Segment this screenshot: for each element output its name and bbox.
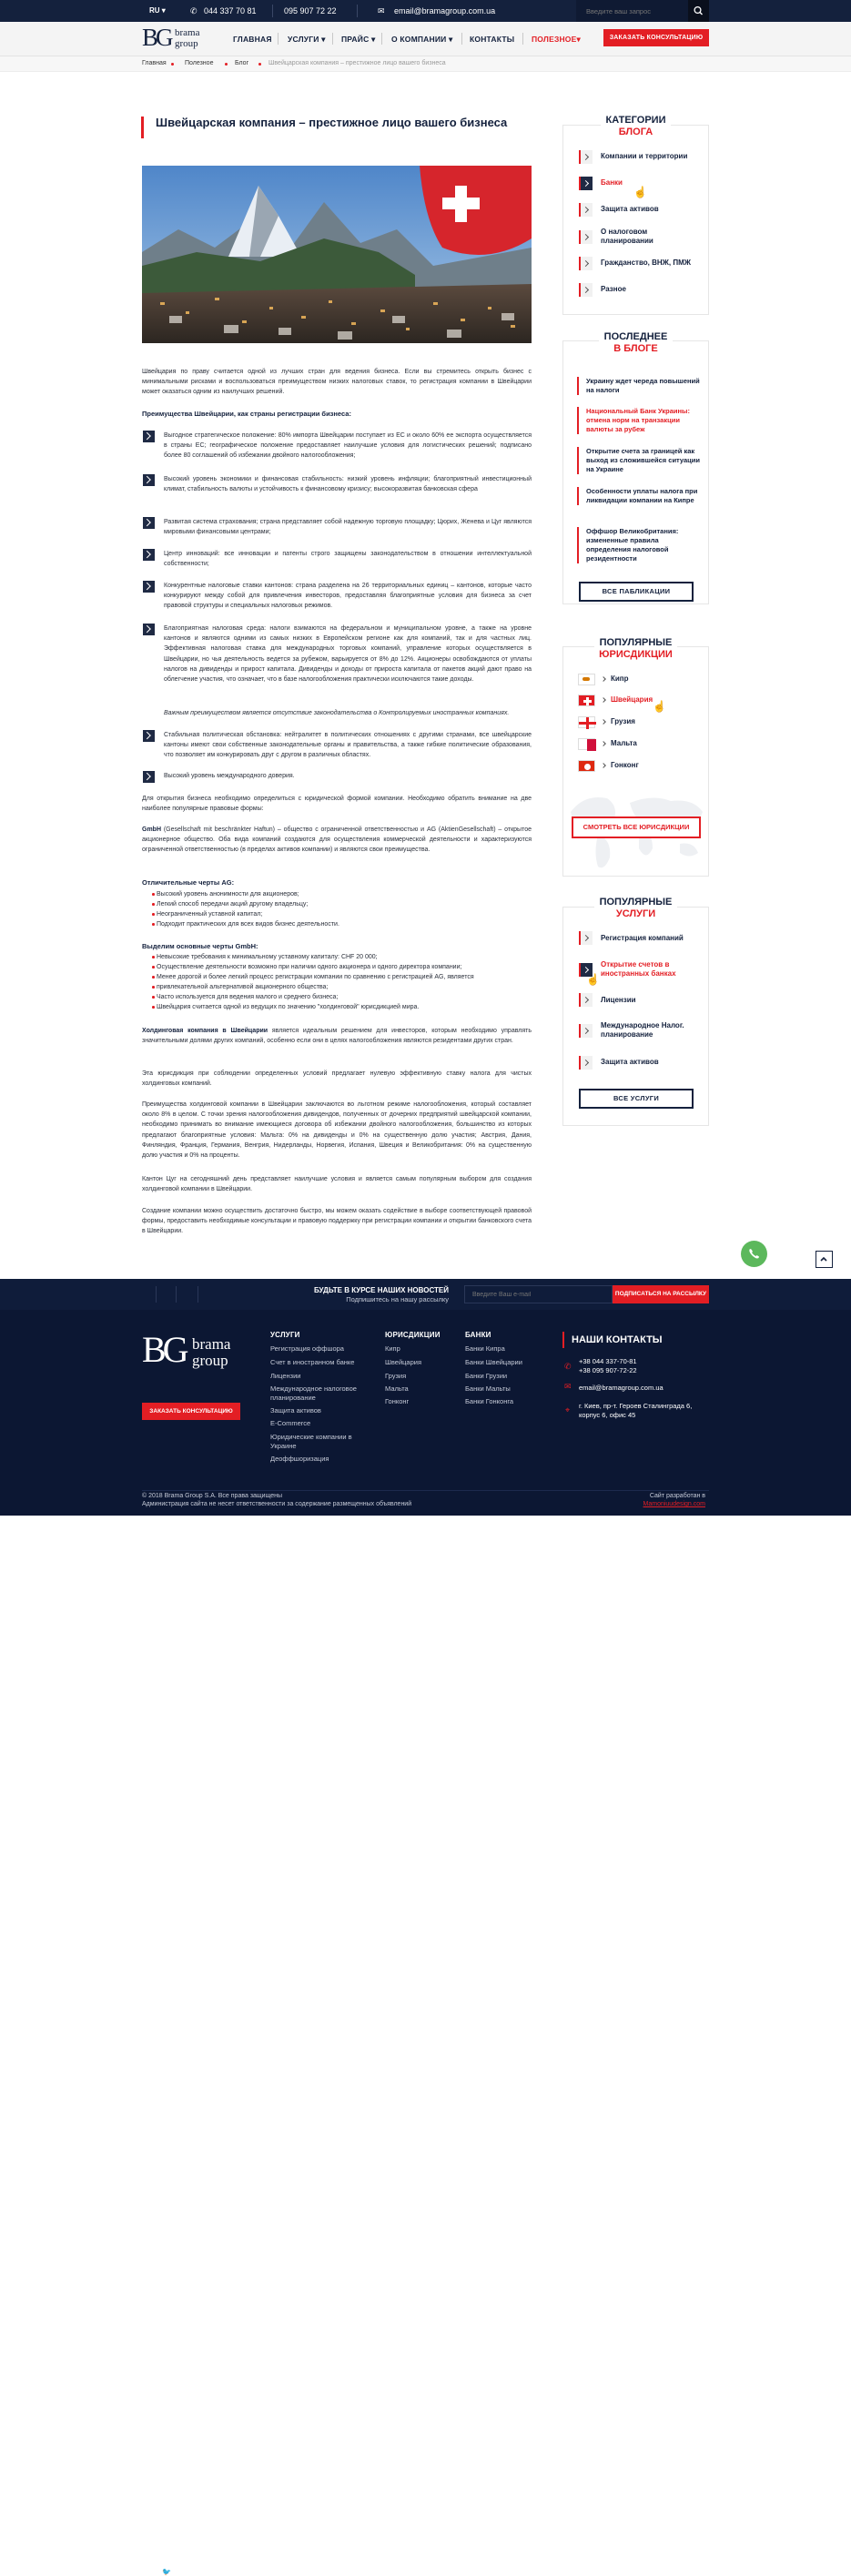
cursor-hand-icon: ☝ <box>633 186 647 198</box>
twitter-icon[interactable]: 🐦 <box>162 2568 171 2576</box>
paragraph-4: Кантон Цуг на сегодняшний день представляет наилучшие условия и является самым популярным выбором для создания холдинговой компании в Швейцарии. <box>142 1176 532 1193</box>
phone-icon: ✆ <box>564 1362 572 1371</box>
footer-link[interactable]: Деоффшоризация <box>270 1455 329 1463</box>
service-item[interactable]: Защита активов <box>601 1058 659 1066</box>
footer-link[interactable]: Банки Кипра <box>465 1344 505 1353</box>
service-item-active[interactable]: Открытие счетов в иностранных банках <box>601 960 676 978</box>
nav-services[interactable]: УСЛУГИ ▾ <box>288 35 326 44</box>
chevron-up-icon <box>816 1252 831 1266</box>
blog-post-link[interactable]: Открытие счета за границей как выход из сложившейся ситуации на Украине <box>577 447 701 474</box>
footer-link[interactable]: Счет в иностранном банке <box>270 1358 355 1366</box>
footer-email[interactable]: email@bramagroup.com.ua <box>579 1384 664 1392</box>
paragraph-2: Эта юрисдикция при соблюдении определенных условий предлагает нулевую эффективную ставку налога для чистых холдинговых компаний. <box>142 1070 532 1088</box>
consultation-button[interactable]: ЗАКАЗАТЬ КОНСУЛЬТАЦИЮ <box>603 29 709 46</box>
footer <box>0 1310 851 1516</box>
subscribe-title: БУДЬТЕ В КУРСЕ НАШИХ НОВОСТЕЙ <box>314 1286 449 1294</box>
legal-form-paragraph: Для открытия бизнеса необходимо определиться с юридической формой компании. Необходимо обратить внимание на две наиболее популярные правовые формы: <box>142 796 532 813</box>
footer-consultation-button[interactable]: ЗАКАЗАТЬ КОНСУЛЬТАЦИЮ <box>142 1403 240 1420</box>
advantage-1: Выгодное стратегическое положение: 80% импорта Швейцарии поступает из ЕС и около 60% ее экспорта осуществляется в страны ЕС; географическое положение предоставляет наилучшие условия для логистических решений; подписано более 80 соглашений об избежании двойного налогообложения; <box>164 432 532 460</box>
search-box <box>576 0 688 22</box>
jurisdiction-hongkong[interactable]: Гонконг <box>611 761 639 769</box>
bullet-arrow-icon <box>143 474 155 486</box>
footer-link[interactable]: Юридические компании в Украине <box>270 1433 352 1450</box>
advantage-8: Высокий уровень международного доверия. <box>164 773 295 779</box>
all-jurisdictions-button[interactable]: СМОТРЕТЬ ВСЕ ЮРИСДИКЦИИ <box>572 816 701 838</box>
chevron-right-icon <box>579 1056 593 1070</box>
call-button[interactable] <box>741 1241 767 1267</box>
main-header <box>0 22 851 56</box>
breadcrumb-blog[interactable]: Блог <box>235 60 249 66</box>
malta-flag-icon <box>578 738 595 750</box>
service-item[interactable]: Лицензии <box>601 996 636 1004</box>
ag-heading: Отличительные черты AG: <box>142 878 235 887</box>
advantages-heading: Преимущества Швейцарии, как страны регистрации бизнеса: <box>142 410 351 418</box>
cursor-hand-icon: ☝ <box>653 700 666 713</box>
chevron-right-icon <box>579 1024 593 1038</box>
phone-icon: ✆ <box>190 6 198 15</box>
telegram-icon[interactable]: ➤ <box>183 2568 189 2576</box>
footer-link[interactable]: Мальта <box>385 1384 409 1393</box>
blog-post-link-active[interactable]: Национальный Банк Украины: отмена норм на транзакции валюты за рубеж <box>577 407 701 434</box>
youtube-icon[interactable]: ▶ <box>204 2568 210 2576</box>
paragraph-3: Преимущества холдинговой компании в Швейцарии заключаются во льготном режиме налогообложения, который составляет около 8% в целом. С точки зрения налогообложения дивидендов, полученных от дочерних предприятий швейцарской компании, необходимо принимать во внимание имеющиеся договора об избежании двойного налогообложения, большинство из которых предлагают благоприятные условия: Мальта: 0% на дивиденды и 0% на существенную долю участия; Австрия, Дания, Финляндия, Франция, Германия, Венгрия, Нидерланды, Норвегия, Испания, Швеция и Великобритания: 0% на существенную долю участия и 0% на проценты. <box>142 1101 532 1160</box>
service-item[interactable]: Регистрация компаний <box>601 934 684 942</box>
breadcrumb-current: Швейцарская компания – престижное лицо вашего бизнеса <box>268 60 446 66</box>
all-publications-button[interactable]: ВСЕ ПАБЛИКАЦИИ <box>579 582 694 602</box>
email-link[interactable]: email@bramagroup.com.ua <box>394 6 496 15</box>
logo-mark: BG <box>142 24 171 51</box>
jurisdiction-malta[interactable]: Мальта <box>611 739 637 747</box>
footer-address-1: г. Киев, пр-т. Героев Сталинграда 6, <box>579 1402 693 1410</box>
category-item-active[interactable]: Банки <box>601 178 623 187</box>
switzerland-flag-icon <box>578 695 595 706</box>
search-input[interactable] <box>576 0 688 22</box>
breadcrumb-home[interactable]: Главная <box>142 60 167 66</box>
advantage-4: Центр инноваций: все инновации и патенты строго защищены законодательством в отношении интеллектуальной собственности; <box>164 551 532 568</box>
nav-price[interactable]: ПРАЙС ▾ <box>341 35 376 44</box>
category-item[interactable]: Защита активов <box>601 205 659 213</box>
chevron-right-icon <box>579 203 593 217</box>
breadcrumb-useful[interactable]: Полезное <box>185 60 214 66</box>
category-item[interactable]: О налоговом планировании <box>601 228 653 245</box>
categories-title: КАТЕГОРИИ БЛОГА <box>562 115 709 138</box>
jurisdiction-georgia[interactable]: Грузия <box>611 717 635 725</box>
gmbh-paragraph: GmbH (Gesellschaft mit beschränkter Haftun) – общество с ограниченной ответственностью и AG (AktienGesellschaft) – открытое акционерное общество. Оба вида компаний создаются для осуществления коммерческой деятельности и характеризуются ограниченной ответственностью (в пределах активов компании) и являются свои преимущества. <box>142 827 532 854</box>
chevron-right-icon <box>579 283 593 297</box>
footer-logo[interactable] <box>142 1329 242 1375</box>
logo[interactable] <box>142 25 215 53</box>
developer-label: Сайт разработан в <box>649 1493 705 1499</box>
bullet-arrow-icon <box>143 549 155 561</box>
list-item: Невысокие требования к минимальному уставному капиталу: CHF 20 000; <box>157 952 378 962</box>
blog-post-link[interactable]: Особенности уплаты налога при ликвидации компании на Кипре <box>577 487 701 505</box>
footer-link[interactable]: Банки Гонконга <box>465 1397 514 1405</box>
list-item: Часто используется для ведения малого и среднего бизнеса; <box>157 992 338 1002</box>
footer-link[interactable]: Международное налоговое планирование <box>270 1384 357 1402</box>
footer-jurisdictions-title: ЮРИСДИКЦИИ <box>385 1331 441 1339</box>
advantage-2: Высокий уровень экономики и финансовая стабильность: низкий уровень инфляции; благоприятный инвестиционный климат, стабильность валюты и устойчивость к финансовому кризису; высокоразвитая банковская сфера <box>164 476 532 493</box>
cursor-hand-icon: ☝ <box>586 973 600 986</box>
footer-banks-title: БАНКИ <box>465 1331 491 1339</box>
bullet-arrow-icon <box>143 771 155 783</box>
chevron-right-icon <box>579 177 593 190</box>
nav-useful[interactable]: ПОЛЕЗНОЕ▾ <box>532 35 581 44</box>
jurisdiction-cyprus[interactable]: Кипр <box>611 674 629 683</box>
copyright: © 2018 Brama Group S.A. Все права защищены <box>142 1493 283 1499</box>
footer-link[interactable]: Банки Швейцарии <box>465 1358 522 1366</box>
footer-link[interactable]: Лицензии <box>270 1372 301 1380</box>
category-item[interactable]: Гражданство, ВНЖ, ПМЖ <box>601 259 691 267</box>
intro-paragraph: Швейцария по праву считается одной из лучших стран для ведения бизнеса. Если вы стремитесь открыть бизнес с минимальными рисками и воспользоваться преимуществом низких налоговых ставок, то регистрация компании в Швейцарии может оказаться одним из наилучших решений. <box>142 369 532 396</box>
footer-link[interactable]: E-Commerce <box>270 1419 311 1427</box>
scroll-top-button[interactable] <box>816 1251 833 1268</box>
footer-phone-1[interactable]: +38 044 337-70-81 <box>579 1357 637 1365</box>
paragraph-5: Создание компании можно осуществить достаточно быстро, мы можем оказать содействие в выборе соответствующей правовой формы, предоставить необходимые консультации и правовую поддержку при регистрации компании и открытии банковского счета в Швейцарии. <box>142 1208 532 1235</box>
footer-link[interactable]: Швейцария <box>385 1358 422 1366</box>
advantage-6: Благоприятная налоговая среда: налоги взимаются на федеральном и муниципальном уровне, а также на уровне кантонов и являются одними из самых низких в Европейском регионе как для компаний, так и для частных лиц. Эффективная налоговая ставка для международных торговых компаний, управление которых осуществляется в Швейцарии, но чья деятельность ведется за рубежом, варьируется от 8% до 12%. Акционеры освобождаются от уплаты налогов на дивиденды и прирост капитала. Дивиденды и доходы от прироста капитала от пакетов акций дают право на облегчение участия, что означает, что в базе налогообложения практически исключаются такие доходы. <box>164 625 532 684</box>
georgia-flag-icon <box>578 716 595 728</box>
list-item: Подходит практических для всех видов бизнес деятельности. <box>157 919 339 929</box>
subscribe-button[interactable]: ПОДПИСАТЬСЯ НА РАССЫЛКУ <box>613 1285 709 1303</box>
footer-link[interactable]: Банки Грузии <box>465 1372 508 1380</box>
search-icon <box>688 0 709 22</box>
footer-address-2: корпус 6, офис 45 <box>579 1411 636 1419</box>
list-item: Менее дорогой и более легкий процесс регистрации компании по сравнению с регистрацией AG, является <box>157 972 474 982</box>
list-item: Швейцария считается одной из ведущих по значению "холдинговой" юрисдикцией мира. <box>157 1002 419 1012</box>
all-services-button[interactable]: ВСЕ УСЛУГИ <box>579 1089 694 1109</box>
list-item: Высокий уровень анонимности для акционеров; <box>157 889 299 899</box>
bullet-arrow-icon <box>143 624 155 635</box>
footer-link[interactable]: Гонконг <box>385 1397 410 1405</box>
category-item[interactable]: Разное <box>601 285 626 293</box>
cyprus-flag-icon <box>578 674 595 685</box>
bullet-arrow-icon <box>143 431 155 442</box>
footer-contacts-title: НАШИ КОНТАКТЫ <box>572 1334 663 1345</box>
mail-icon: ✉ <box>378 6 385 15</box>
title-accent <box>141 117 144 138</box>
list-item: Осуществление деятельности возможно при наличии одного акционера и одного директора компании; <box>157 962 461 972</box>
logo-text-1: brama <box>192 1335 231 1353</box>
footer-link[interactable]: Грузия <box>385 1372 407 1380</box>
list-item: Легкий способ передачи акций другому владельцу; <box>157 899 308 909</box>
page-title: Швейцарская компания – престижное лицо вашего бизнеса <box>156 116 508 129</box>
disclaimer: Администрация сайта не несет ответственности за содержание размещенных объявлений <box>142 1501 412 1507</box>
service-item[interactable]: Международное Налог. планирование <box>601 1021 684 1039</box>
footer-phone-2[interactable]: +38 095 907-72-22 <box>579 1366 637 1374</box>
advantage-7: Стабильная политическая обстановка: нейтралитет в политических отношениях с другими странами, все швейцарские кантоны имеют свои собственные законодательные органы и правительства, а также гибкие политические образования, что позволяет им конкурировать друг с другом в различных областях. <box>164 732 532 759</box>
subscribe-subtitle: Подпишитесь на нашу рассылку <box>346 1295 449 1303</box>
chevron-right-icon <box>579 931 593 945</box>
jurisdictions-title: ПОПУЛЯРНЫЕ ЮРИСДИКЦИИ <box>562 637 709 661</box>
blog-post-link[interactable]: Украину ждет череда повышений на налоги <box>577 377 701 395</box>
phone-icon <box>741 1241 767 1267</box>
location-pin-icon: ⌖ <box>565 1405 571 1415</box>
top-bar <box>0 0 851 22</box>
italic-note: Важным преимуществом является отсутствие законодательства о Контролируемых иностранных компаниях. <box>164 710 510 716</box>
footer-link[interactable]: Банки Мальты <box>465 1384 511 1393</box>
footer-services-title: УСЛУГИ <box>270 1331 300 1339</box>
language-selector[interactable]: RU ▾ <box>149 6 166 15</box>
nav-home[interactable]: ГЛАВНАЯ <box>233 35 272 44</box>
article-image <box>142 166 532 343</box>
search-button[interactable] <box>688 0 709 22</box>
logo-text-2: group <box>175 38 198 49</box>
breadcrumb <box>0 56 851 72</box>
nav-about[interactable]: О КОМПАНИИ ▾ <box>391 35 453 44</box>
hong-kong-flag-icon <box>578 760 595 772</box>
nav-contacts[interactable]: КОНТАКТЫ <box>470 35 515 44</box>
blog-post-link[interactable]: Оффшор Великобритания: измененные правила определения налоговой резидентности <box>577 527 701 563</box>
advantage-5: Конкурентные налоговые ставки кантонов: страна разделена на 26 территориальных единиц – кантонов, которые часто конкурируют между собой для привлечения инвесторов, предоставляя благоприятные условия для бизнеса за счет правовой структуры и специальных налоговых режимов. <box>164 583 532 610</box>
facebook-icon[interactable]: f <box>142 2568 145 2576</box>
logo-text-1: brama <box>175 27 200 38</box>
footer-link[interactable]: Защита активов <box>270 1406 321 1415</box>
logo-mark: BG <box>142 1329 186 1370</box>
chevron-right-icon <box>579 257 593 270</box>
holding-paragraph: Холдинговая компания в Швейцарии является идеальным решением для инвесторов, которым необходимо управлять значительными долями других компаний, особенно если они в целях налогообложения являются резидентами других стран. <box>142 1028 532 1045</box>
bullet-arrow-icon <box>143 517 155 529</box>
subscribe-email-input[interactable] <box>464 1285 613 1303</box>
chevron-right-icon <box>579 230 593 244</box>
bullet-arrow-icon <box>143 730 155 742</box>
list-item: Неограниченный уставной капитал; <box>157 909 262 919</box>
chevron-right-icon <box>579 993 593 1007</box>
mail-icon: ✉ <box>564 1382 572 1391</box>
advantage-3: Развитая система страхования; страна представляет собой надежную торговую площадку; Цюрих, Женева и Цуг являются мировыми финансовыми центрами; <box>164 519 532 536</box>
bullet-arrow-icon <box>143 581 155 593</box>
jurisdiction-switzerland[interactable]: Швейцария <box>611 695 653 704</box>
phone-2[interactable]: 095 907 72 22 <box>284 6 337 15</box>
services-title: ПОПУЛЯРНЫЕ УСЛУГИ <box>562 897 709 920</box>
latest-title: ПОСЛЕДНЕЕ В БЛОГЕ <box>562 331 709 355</box>
footer-link[interactable]: Регистрация оффшора <box>270 1344 344 1353</box>
gmbh-heading: Выделим основные черты GmbH: <box>142 942 258 950</box>
logo-text-2: group <box>192 1352 228 1369</box>
chevron-right-icon <box>579 150 593 164</box>
phone-1[interactable]: 044 337 70 81 <box>204 6 257 15</box>
developer-link[interactable]: Mamoniuudesign.com <box>643 1501 705 1507</box>
category-item[interactable]: Компании и территории <box>601 152 688 160</box>
footer-link[interactable]: Кипр <box>385 1344 400 1353</box>
list-item-continuation: привлекательной альтернативой акционерного общества; <box>157 982 328 992</box>
